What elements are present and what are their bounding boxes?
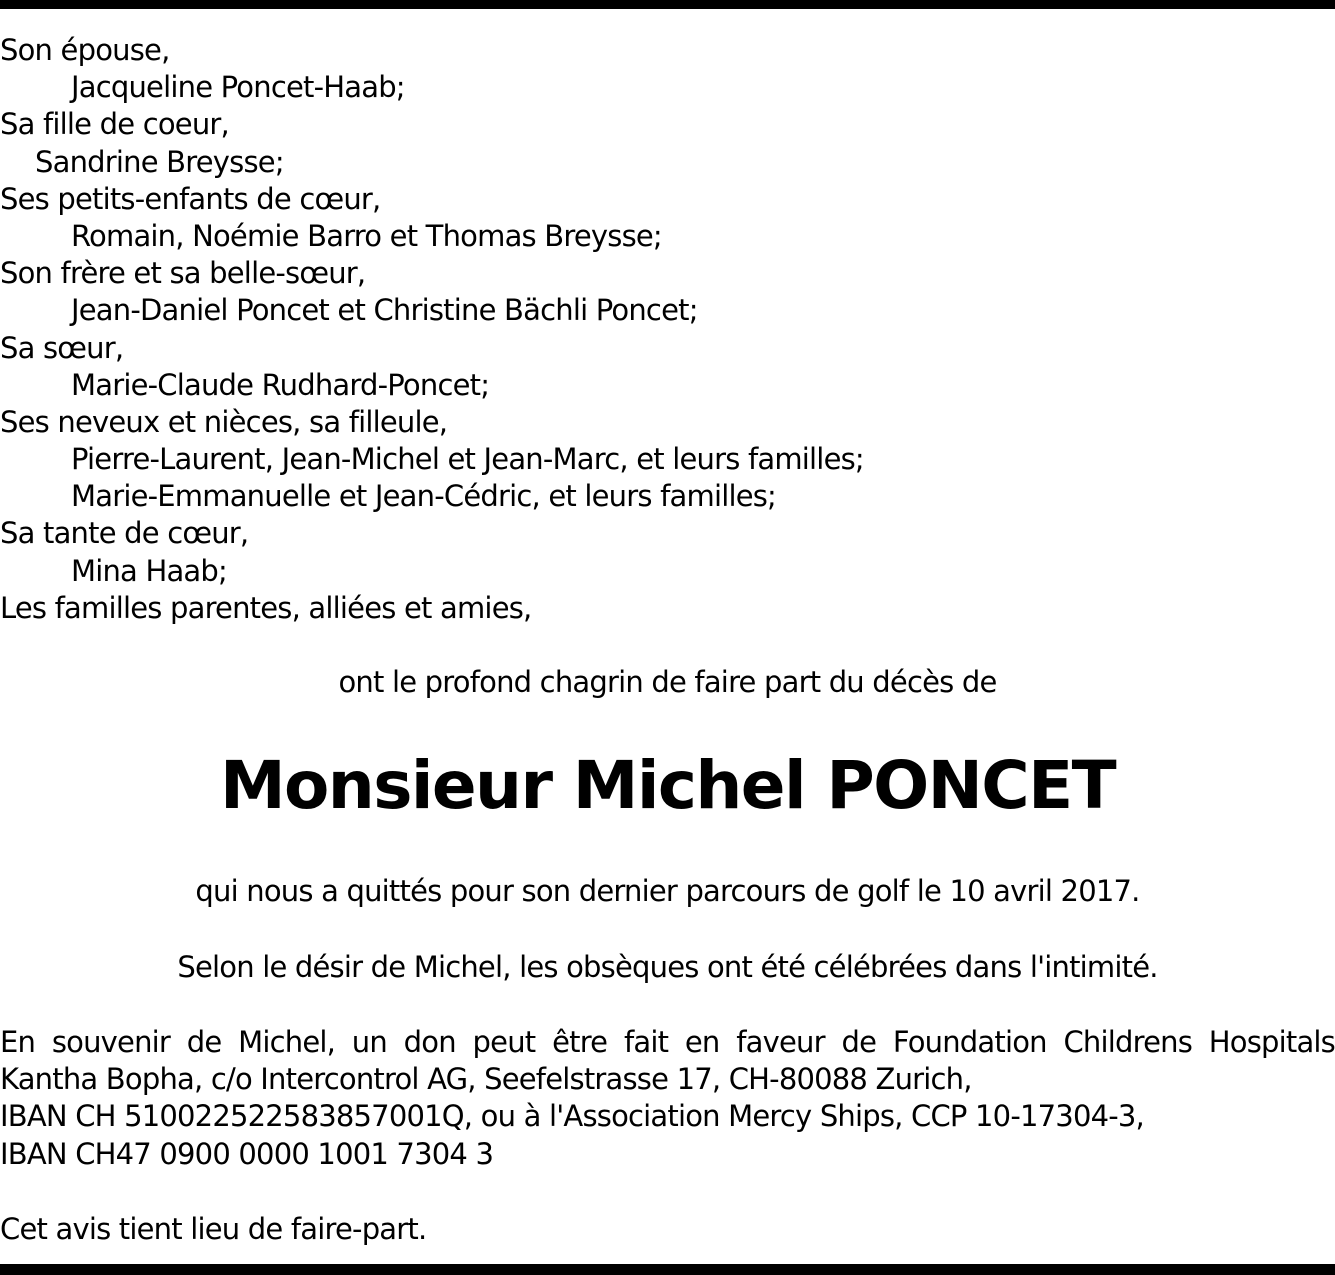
- closing-text: Cet avis tient lieu de faire-part.: [0, 1212, 427, 1246]
- family-line: Marie-Claude Rudhard-Poncet;: [71, 367, 490, 402]
- family-line: Ses petits-enfants de cœur,: [0, 181, 381, 216]
- family-line: Sa sœur,: [0, 330, 124, 365]
- donation-line: Kantha Bopha, c/o Intercontrol AG, Seefelstrasse 17, CH-80088 Zurich,: [0, 1062, 972, 1097]
- announcement-text: ont le profond chagrin de faire part du décès de: [338, 665, 997, 699]
- family-line: Sandrine Breysse;: [35, 144, 284, 179]
- family-line: Mina Haab;: [71, 553, 227, 588]
- donation-paragraph: [0, 1024, 1335, 1173]
- family-line: Son frère et sa belle-sœur,: [0, 256, 366, 291]
- donation-line: IBAN CH 510022522583857001Q, ou à l'Association Mercy Ships, CCP 10-17304-3,: [0, 1099, 1144, 1134]
- family-line: Sa tante de cœur,: [0, 516, 249, 551]
- family-line: Les familles parentes, alliées et amies,: [0, 590, 532, 625]
- top-border-rule: [0, 0, 1335, 9]
- family-line: Romain, Noémie Barro et Thomas Breysse;: [71, 218, 662, 253]
- funeral-text: Selon le désir de Michel, les obsèques ont été célébrées dans l'intimité.: [177, 950, 1158, 984]
- family-line: Sa fille de coeur,: [0, 107, 229, 142]
- donation-line: En souvenir de Michel, un don peut être fait en faveur de Foundation Childrens Hospitals: [0, 1025, 1335, 1059]
- family-line: Jean-Daniel Poncet et Christine Bächli Poncet;: [71, 293, 698, 328]
- family-list: [0, 32, 1335, 627]
- family-line: Jacqueline Poncet-Haab;: [71, 70, 405, 105]
- bottom-border-rule: [0, 1264, 1335, 1275]
- family-line: Son épouse,: [0, 33, 170, 67]
- family-line: Marie-Emmanuelle et Jean-Cédric, et leurs familles;: [71, 479, 777, 514]
- family-line: Ses neveux et nièces, sa filleule,: [0, 404, 448, 439]
- departure-text: qui nous a quittés pour son dernier parcours de golf le 10 avril 2017.: [195, 874, 1140, 908]
- deceased-name-heading: Monsieur Michel PONCET: [219, 747, 1116, 824]
- family-line: Pierre-Laurent, Jean-Michel et Jean-Marc, et leurs familles;: [71, 442, 864, 477]
- donation-line: IBAN CH47 0900 0000 1001 7304 3: [0, 1136, 494, 1171]
